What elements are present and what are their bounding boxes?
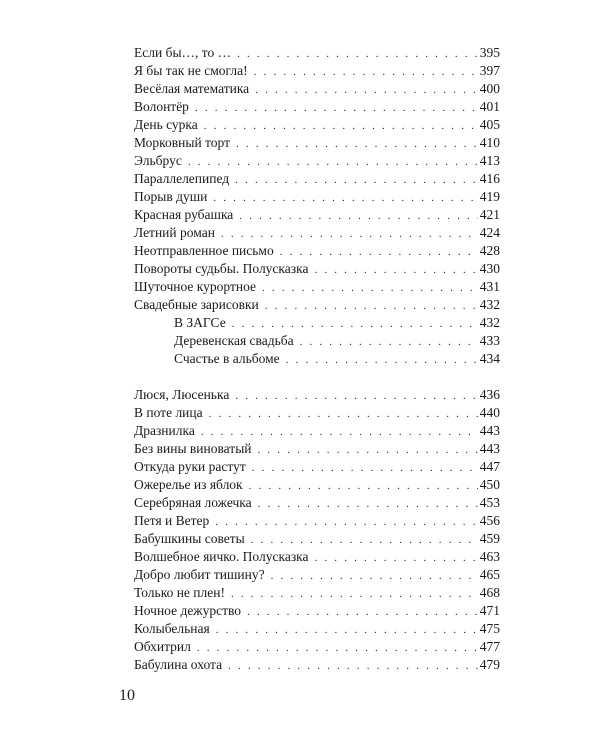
toc-entry-title: Без вины виноватый (134, 441, 252, 456)
toc-entry (134, 44, 500, 62)
toc-entry (134, 494, 500, 512)
toc-entry-page: 465 (479, 567, 500, 582)
toc-entry (134, 224, 500, 242)
toc-entry (134, 458, 500, 476)
toc-entry (134, 404, 500, 422)
toc-entry-page: 431 (479, 279, 500, 294)
toc-group-second (134, 386, 500, 674)
toc-entry-title: День сурка (134, 117, 198, 132)
toc-entry-title: Повороты судьбы. Полусказка (134, 261, 309, 276)
toc-entry (134, 260, 500, 278)
toc-entry (134, 584, 500, 602)
toc-entry-title: Летний роман (134, 225, 215, 240)
dot-leader (232, 315, 478, 333)
toc-entry-page: 400 (479, 81, 500, 96)
toc-entry-title: Ночное дежурство (134, 603, 242, 618)
table-of-contents (134, 44, 500, 674)
dot-leader (236, 135, 478, 153)
toc-entry-page: 401 (479, 99, 500, 114)
toc-entry-title: Морковный торт (134, 135, 231, 150)
toc-entry-title: Красная рубашка (134, 207, 234, 222)
toc-entry-title: Только не плен! (134, 585, 225, 600)
toc-entry-page: 443 (479, 423, 500, 438)
dot-leader (262, 279, 478, 297)
toc-entry (134, 98, 500, 116)
dot-leader (235, 171, 478, 189)
toc-entry (134, 476, 500, 494)
dot-leader (195, 99, 478, 117)
toc-entry (134, 278, 500, 296)
dot-leader (215, 513, 477, 531)
toc-entry-page: 447 (479, 459, 500, 474)
dot-leader (213, 189, 477, 207)
toc-entry (134, 242, 500, 260)
toc-entry-title: Неотправленное письмо (134, 243, 274, 258)
toc-entry-title: В поте лица (134, 405, 203, 420)
toc-entry (134, 170, 500, 188)
dot-leader (221, 225, 478, 243)
toc-entry-page: 428 (479, 243, 500, 258)
dot-leader (201, 423, 478, 441)
dot-leader (300, 333, 478, 351)
toc-entry-page: 405 (479, 117, 500, 132)
toc-entry (134, 206, 500, 224)
toc-entry-page: 468 (479, 585, 500, 600)
toc-entry-title: Обхитрил (134, 639, 191, 654)
dot-leader (265, 297, 478, 315)
toc-entry-page: 471 (479, 603, 500, 618)
toc-subentry (134, 314, 500, 332)
dot-leader (271, 567, 478, 585)
dot-leader (209, 405, 478, 423)
dot-leader (231, 585, 478, 603)
toc-entry-title: Добро любит тишину? (134, 567, 265, 582)
toc-entry-title: Люся, Люсенька (134, 387, 230, 402)
toc-entry-title: Бабушкины советы (134, 531, 245, 546)
toc-entry-page: 453 (479, 495, 500, 510)
toc-entry (134, 638, 500, 656)
toc-entry-page: 450 (479, 477, 500, 492)
toc-entry-page: 432 (479, 297, 500, 312)
toc-entry-page: 433 (479, 333, 500, 348)
toc-entry (134, 296, 500, 314)
toc-entry-title: Порыв души (134, 189, 208, 204)
toc-entry-page: 440 (479, 405, 500, 420)
toc-entry-page: 410 (479, 135, 500, 150)
dot-leader (314, 261, 477, 279)
toc-entry-title: Бабулина охота (134, 657, 223, 672)
toc-entry-page: 475 (479, 621, 500, 636)
toc-entry (134, 512, 500, 530)
dot-leader (280, 243, 478, 261)
toc-group-subsections (134, 314, 500, 368)
toc-entry-page: 413 (479, 153, 500, 168)
toc-entry-page: 456 (479, 513, 500, 528)
toc-entry (134, 530, 500, 548)
dot-leader (204, 117, 478, 135)
toc-entry-title: Я бы так не смогла! (134, 63, 248, 78)
toc-entry-title: Волшебное яичко. Полусказка (134, 549, 309, 564)
toc-entry-title: Шуточное курортное (134, 279, 257, 294)
toc-entry-title: Ожерелье из яблок (134, 477, 243, 492)
toc-entry-title: Серебряная ложечка (134, 495, 252, 510)
dot-leader (228, 657, 478, 675)
toc-entry-page: 416 (479, 171, 500, 186)
dot-leader (197, 639, 478, 657)
toc-entry (134, 152, 500, 170)
toc-entry-title: Откуда руки растут (134, 459, 246, 474)
toc-entry-page: 395 (479, 45, 500, 60)
dot-leader (235, 387, 477, 405)
toc-gap (134, 368, 500, 386)
toc-entry-title: Деревенская свадьба (174, 333, 294, 348)
toc-entry (134, 548, 500, 566)
toc-entry (134, 656, 500, 674)
toc-subentry (134, 350, 500, 368)
toc-entry-page: 459 (479, 531, 500, 546)
toc-entry-page: 397 (479, 63, 500, 78)
toc-entry-title: Дразнилка (134, 423, 195, 438)
toc-entry (134, 188, 500, 206)
dot-leader (237, 45, 478, 63)
toc-entry-page: 434 (479, 351, 500, 366)
dot-leader (251, 531, 478, 549)
dot-leader (249, 477, 478, 495)
toc-entry (134, 80, 500, 98)
toc-group-main (134, 44, 500, 314)
toc-entry (134, 116, 500, 134)
dot-leader (258, 441, 478, 459)
toc-entry (134, 566, 500, 584)
toc-entry-title: Эльбрус (134, 153, 182, 168)
dot-leader (188, 153, 478, 171)
toc-entry-page: 477 (479, 639, 500, 654)
toc-entry-title: Свадебные зарисовки (134, 297, 259, 312)
dot-leader (247, 603, 478, 621)
dot-leader (258, 495, 478, 513)
toc-entry-page: 432 (479, 315, 500, 330)
toc-entry-page: 421 (479, 207, 500, 222)
toc-entry (134, 386, 500, 404)
dot-leader (315, 549, 478, 567)
page-number: 10 (119, 687, 135, 704)
toc-subentry (134, 332, 500, 350)
toc-entry (134, 422, 500, 440)
toc-entry-title: Весёлая математика (134, 81, 250, 96)
toc-entry-page: 436 (479, 387, 500, 402)
toc-entry (134, 62, 500, 80)
dot-leader (216, 621, 478, 639)
toc-entry-title: Счастье в альбоме (174, 351, 280, 366)
toc-entry (134, 134, 500, 152)
toc-entry-title: Если бы…, то … (134, 45, 232, 60)
toc-entry-title: Параллелепипед (134, 171, 230, 186)
dot-leader (286, 351, 478, 369)
toc-entry-title: Колыбельная (134, 621, 210, 636)
toc-entry-page: 424 (479, 225, 500, 240)
dot-leader (252, 459, 478, 477)
dot-leader (255, 81, 478, 99)
toc-entry-page: 419 (479, 189, 500, 204)
toc-entry-page: 430 (479, 261, 500, 276)
toc-entry-page: 463 (479, 549, 500, 564)
toc-entry (134, 440, 500, 458)
toc-entry-page: 443 (479, 441, 500, 456)
toc-entry-title: В ЗАГСе (174, 315, 226, 330)
toc-entry-title: Волонтёр (134, 99, 189, 114)
dot-leader (254, 63, 478, 81)
toc-entry (134, 602, 500, 620)
toc-entry (134, 620, 500, 638)
dot-leader (239, 207, 477, 225)
toc-entry-title: Петя и Ветер (134, 513, 210, 528)
toc-entry-page: 479 (479, 657, 500, 672)
